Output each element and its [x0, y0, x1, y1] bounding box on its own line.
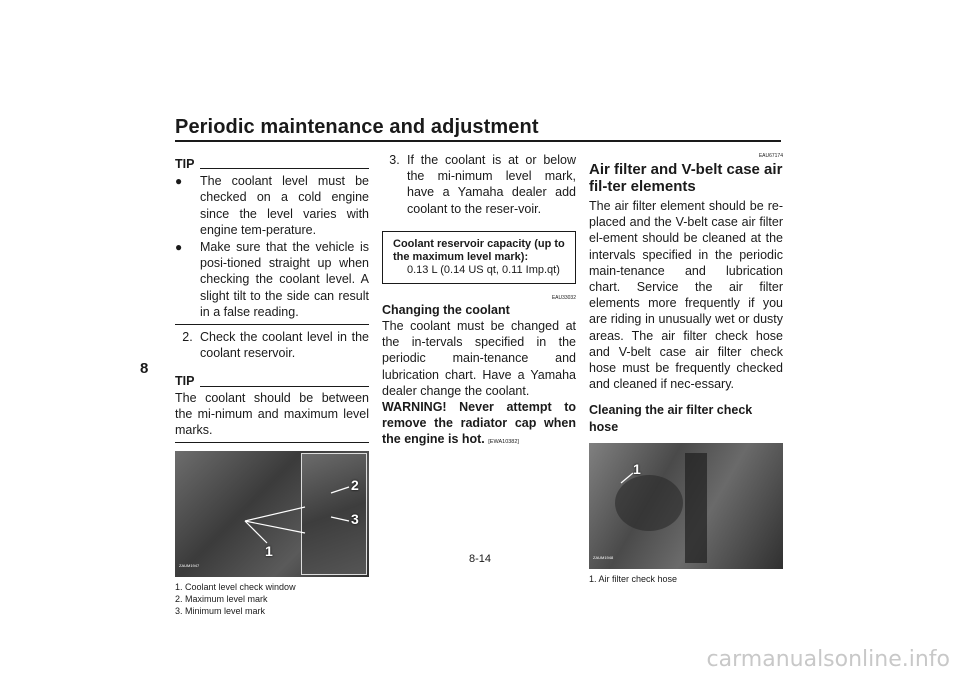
header-rule [175, 140, 781, 142]
callout-label: 1 [633, 460, 641, 477]
capacity-box [382, 231, 576, 284]
section-text: The coolant must be changed at the in-tervals specified in the periodic main-tenance and lubrication chart. Have a Yamaha dealer change the coolant. [382, 319, 576, 398]
air-filter-photo [589, 443, 783, 569]
step-number: 3. [389, 153, 400, 167]
callout-lines [589, 443, 783, 569]
tip-rule [200, 386, 369, 387]
tip-bullet-text: The coolant level must be checked on a cold engine since the level varies with engine tem-perature. [200, 174, 369, 237]
figure-caption [175, 581, 369, 617]
caption-line: 3. Minimum level mark [175, 606, 266, 617]
watermark: carmanualsonline.info [706, 647, 950, 672]
chapter-number: 8 [140, 360, 149, 377]
tip-label: TIP [175, 374, 195, 389]
tip-bullet [175, 239, 369, 320]
tip-text: The coolant should be between the mi-nimum and maximum level marks. [175, 390, 369, 438]
section-code: EAU67174 [758, 153, 783, 159]
column-2 [382, 152, 576, 451]
tip-bullet-text: Make sure that the vehicle is posi-tioned straight up when checking the coolant level. A slight tilt to the side can result in a false reading. [200, 240, 369, 319]
tip-header [175, 156, 369, 172]
section-heading: Changing the coolant [382, 302, 510, 317]
step-text: If the coolant is at or below the mi-nimum level mark, have a Yamaha dealer add coolant to the reser-voir. [407, 153, 576, 216]
section-code: EAU33032 [551, 294, 576, 301]
column-3 [589, 152, 783, 585]
section-text: The air filter element should be re-placed and the V-belt case air filter el-ement should be cleaned at the intervals specified in the periodic main-tenance and lubrication chart. Service the air filter elements more frequently if you are riding in unusually wet or dusty areas. The air filter check hose and V-belt case air filter check hose must be frequently checked and cleaned if nec-essary. [589, 199, 783, 392]
tip-header [175, 373, 369, 389]
callout-label: 3 [351, 511, 359, 528]
step-3 [382, 152, 576, 217]
tip-rule [200, 168, 369, 169]
section-heading: Air filter and V-belt case air fil-ter elements [589, 161, 783, 195]
tip-end-rule [175, 442, 369, 443]
callout-label: 1 [265, 543, 273, 560]
warning-text: WARNING! Never attempt to remove the radiator cap when the engine is hot. [382, 400, 576, 447]
figure-code: ZAUM1947 [179, 563, 200, 569]
column-1 [175, 152, 369, 617]
capacity-title: Coolant reservoir capacity (up to the maximum level mark): [393, 237, 565, 263]
caption-line: 1. Coolant level check window [175, 582, 296, 593]
figure-code: ZAUM1948 [593, 554, 614, 560]
subsection-heading: Cleaning the air filter check hose [589, 403, 753, 434]
warning-block [382, 399, 576, 451]
bullet-icon: ● [175, 240, 183, 255]
warning-code: [EWA10382] [488, 439, 519, 446]
step-2 [175, 329, 369, 361]
page-title: Periodic maintenance and adjustment [175, 116, 539, 138]
callout-label: 2 [351, 477, 359, 494]
step-number: 2. [182, 330, 193, 345]
bullet-icon: ● [175, 174, 183, 189]
caption-line: 2. Maximum level mark [175, 594, 268, 605]
tip-bullet [175, 173, 369, 238]
page-number: 8-14 [468, 553, 492, 565]
step-text: Check the coolant level in the coolant reservoir. [200, 330, 369, 361]
capacity-value: 0.13 L (0.14 US qt, 0.11 Imp.qt) [407, 263, 560, 276]
figure-caption: 1. Air filter check hose [589, 573, 678, 584]
tip-end-rule [175, 324, 369, 325]
tip-label: TIP [175, 157, 195, 171]
